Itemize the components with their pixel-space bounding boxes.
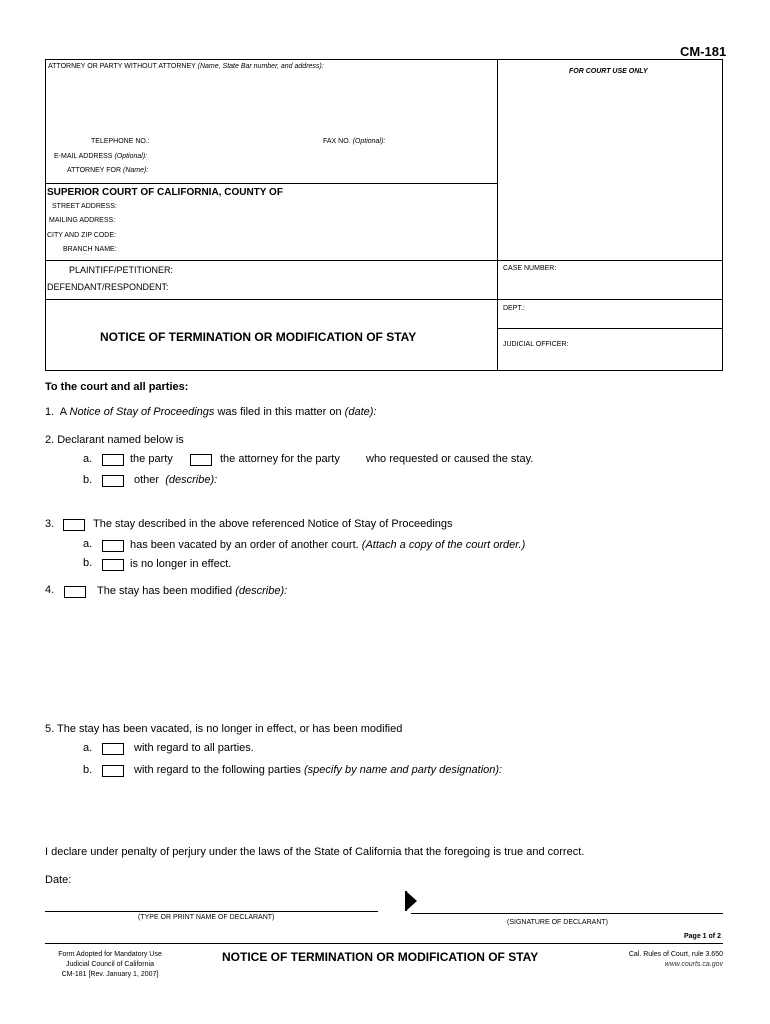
item-5b-label: b.	[83, 764, 93, 776]
dept-box	[497, 299, 723, 371]
item-3b-label: b.	[83, 557, 93, 569]
street-label: STREET ADDRESS:	[52, 203, 117, 210]
item-3-label: The stay described in the above referenced Notice of Stay of Proceedings	[93, 518, 453, 530]
item-2a-label: a.	[83, 453, 93, 465]
item-3a-label: a.	[83, 538, 93, 550]
item-2a-party-label: the party	[130, 453, 173, 465]
page-number: Page 1 of 2	[684, 933, 721, 940]
court-use-box	[497, 59, 723, 261]
defendant-label: DEFENDANT/RESPONDENT:	[47, 282, 169, 292]
item-3-checkbox[interactable]	[63, 519, 85, 531]
item-4-checkbox[interactable]	[64, 586, 86, 598]
item-2: 2. Declarant named below is	[45, 434, 184, 446]
declaration: I declare under penalty of perjury under the laws of the State of California that the foregoing is true and correct.	[45, 846, 585, 858]
court-use-label: FOR COURT USE ONLY	[569, 68, 648, 75]
item-5a-text: with regard to all parties.	[134, 742, 254, 754]
form-id: CM-181	[680, 44, 727, 59]
divider	[497, 328, 723, 329]
intro-heading: To the court and all parties:	[45, 381, 189, 393]
item-3a-checkbox[interactable]	[102, 540, 124, 552]
footer-title: NOTICE OF TERMINATION OR MODIFICATION OF STAY	[222, 950, 539, 964]
court-title: SUPERIOR COURT OF CALIFORNIA, COUNTY OF	[47, 187, 283, 198]
item-5: 5. The stay has been vacated, is no longer in effect, or has been modified	[45, 723, 403, 735]
item-3a-text: has been vacated by an order of another court. (Attach a copy of the court order.)	[130, 539, 526, 551]
branch-label: BRANCH NAME:	[63, 246, 117, 253]
item-2b-other-label: other (describe):	[134, 474, 218, 486]
name-line	[45, 911, 378, 912]
item-5b-checkbox[interactable]	[102, 765, 124, 777]
adopted-block: Form Adopted for Mandatory Use Judicial Council of California CM-181 [Rev. January 1, 2007]	[58, 951, 162, 978]
date-label: Date:	[45, 874, 72, 886]
attorney-label: ATTORNEY OR PARTY WITHOUT ATTORNEY (Name, State Bar number, and address):	[48, 63, 324, 70]
mailing-label: MAILING ADDRESS:	[49, 217, 116, 224]
item-1: 1. A Notice of Stay of Proceedings was filed in this matter on (date):	[45, 406, 377, 418]
rules-block: Cal. Rules of Court, rule 3.650 www.courts.ca.gov	[628, 951, 723, 968]
item-5a-checkbox[interactable]	[102, 743, 124, 755]
telephone-label: TELEPHONE NO.:	[91, 138, 150, 145]
item-4-text: The stay has been modified (describe):	[97, 585, 288, 597]
footer-rule	[45, 943, 723, 944]
signature-arrow-icon	[404, 889, 418, 913]
case-number-label: CASE NUMBER:	[503, 265, 557, 272]
item-5a-label: a.	[83, 742, 93, 754]
fax-label: FAX NO. (Optional):	[323, 138, 386, 145]
item-2b-other-checkbox[interactable]	[102, 475, 124, 487]
item-5b-text: with regard to the following parties (specify by name and party designation):	[134, 764, 503, 776]
item-4-num: 4.	[45, 584, 55, 596]
signature-label: (SIGNATURE OF DECLARANT)	[507, 919, 608, 926]
city-label: CITY AND ZIP CODE:	[47, 232, 116, 239]
item-2a-party-checkbox[interactable]	[102, 454, 124, 466]
plaintiff-label: PLAINTIFF/PETITIONER:	[69, 265, 174, 275]
dept-label: DEPT.:	[503, 305, 525, 312]
email-label: E-MAIL ADDRESS (Optional):	[54, 153, 148, 160]
type-name-label: (TYPE OR PRINT NAME OF DECLARANT)	[138, 914, 275, 921]
judicial-officer-label: JUDICIAL OFFICER:	[503, 341, 569, 348]
signature-line	[411, 913, 723, 914]
item-2a-who-label: who requested or caused the stay.	[366, 453, 534, 465]
attorney-for-label: ATTORNEY FOR (Name):	[67, 167, 149, 174]
item-2a-attorney-checkbox[interactable]	[190, 454, 212, 466]
item-3-num: 3.	[45, 518, 55, 530]
item-3b-checkbox[interactable]	[102, 559, 124, 571]
item-2a-attorney-label: the attorney for the party	[220, 453, 340, 465]
form-title: NOTICE OF TERMINATION OR MODIFICATION OF STAY	[100, 330, 417, 344]
item-3b-text: is no longer in effect.	[130, 558, 232, 570]
divider	[45, 183, 498, 184]
item-2b-label: b.	[83, 474, 93, 486]
attorney-court-box	[45, 59, 498, 261]
